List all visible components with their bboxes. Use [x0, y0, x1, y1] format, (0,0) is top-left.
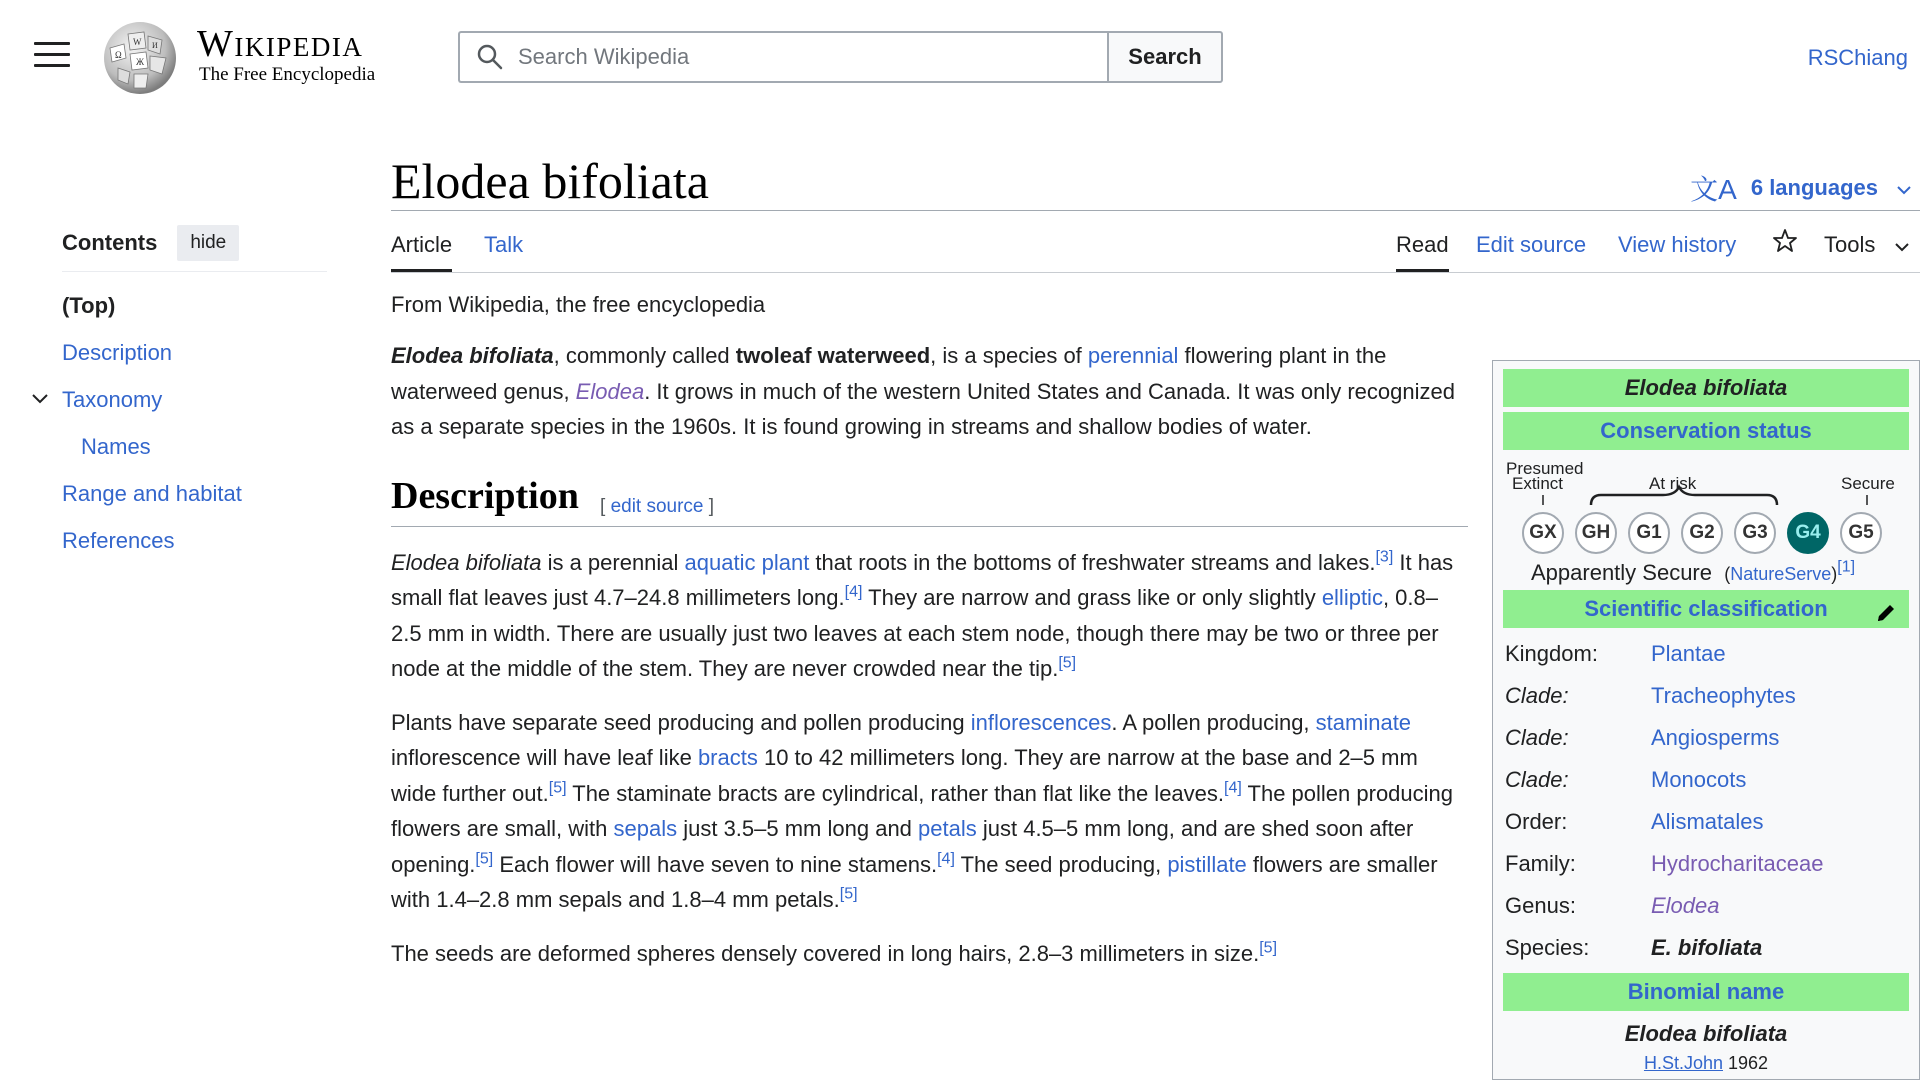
row-value-link[interactable]: Tracheophytes — [1651, 683, 1796, 708]
ref-5[interactable]: [5] — [839, 885, 858, 903]
row-key: Clade: — [1505, 725, 1569, 750]
link-sepals[interactable]: sepals — [613, 816, 678, 841]
secure-label: Secure — [1841, 474, 1895, 493]
menu-bar — [34, 53, 70, 56]
status-value: Apparently Secure — [1531, 560, 1712, 585]
author-link[interactable]: H.St.John — [1643, 1053, 1723, 1073]
conservation-status-link[interactable]: Conservation status — [1600, 418, 1812, 443]
description-paragraph-2 — [391, 705, 1468, 918]
description-paragraph-1 — [391, 545, 1468, 687]
classification-row-genus — [1503, 885, 1909, 927]
site-tagline: From Wikipedia, the free encyclopedia — [391, 292, 766, 317]
tabs-divider — [391, 272, 1920, 273]
status-gx: GX — [1522, 512, 1564, 554]
text: . A pollen producing, — [1111, 709, 1316, 735]
edit-source-link[interactable]: edit source — [610, 495, 704, 517]
tab-article[interactable]: Article — [391, 232, 452, 272]
row-key: Family: — [1505, 851, 1576, 876]
taxobox — [1492, 360, 1920, 1080]
species-name: Elodea bifoliata — [391, 549, 542, 575]
text: The pollen producing flowers are small, with — [391, 780, 1454, 841]
status-g3: G3 — [1734, 512, 1776, 554]
row-key: Kingdom: — [1505, 641, 1598, 666]
scientific-classification-link[interactable]: Scientific classification — [1584, 596, 1828, 621]
wikipedia-tagline: The Free Encyclopedia — [199, 64, 376, 85]
text: , 0.8–2.5 mm in width. There are usually just two leaves at each stem node, though there may be two or three per node at the middle of the stem. They are never crowded near the tip. — [391, 585, 1439, 681]
toc-item-top[interactable]: (Top) — [62, 293, 116, 318]
ref-5[interactable]: [5] — [1259, 939, 1278, 957]
toc-item-description[interactable]: Description — [62, 340, 173, 365]
ref-3[interactable]: [3] — [1375, 548, 1394, 566]
row-value-link[interactable]: Monocots — [1651, 767, 1747, 792]
wikipedia-globe-icon[interactable] — [100, 18, 180, 96]
description-paragraph-3 — [391, 936, 1466, 972]
user-link[interactable]: RSChiang — [1807, 45, 1908, 70]
watch-star-icon[interactable] — [1772, 228, 1798, 268]
row-value: E. bifoliata — [1651, 935, 1763, 960]
text: . It grows in much of the western United States and Canada. It was only recognized as a separate species in the 1960s. It is found growing in streams and shallow bodies of water. — [391, 378, 1455, 439]
row-value-link[interactable]: Elodea — [1651, 893, 1720, 918]
row-key: Genus: — [1505, 893, 1576, 918]
classification-row-clade — [1503, 675, 1909, 717]
toc-hide-button[interactable]: hide — [177, 225, 239, 261]
link-elodea[interactable]: Elodea — [575, 378, 645, 404]
section-heading-description — [391, 471, 1468, 527]
ref-5[interactable]: [5] — [548, 779, 567, 797]
menu-bar — [34, 64, 70, 67]
toc-header — [62, 224, 327, 262]
toc-item-taxonomy[interactable]: Taxonomy — [62, 387, 163, 412]
search-icon — [476, 43, 504, 71]
toc-item-range-and-habitat[interactable]: Range and habitat — [62, 481, 242, 506]
search-button[interactable]: Search — [1107, 31, 1223, 83]
link-pistillate[interactable]: pistillate — [1167, 851, 1247, 877]
intro-paragraph — [391, 338, 1466, 445]
classification-row-clade — [1503, 759, 1909, 801]
row-value-link[interactable]: Angiosperms — [1651, 725, 1780, 750]
translate-icon: 文A — [1690, 174, 1737, 205]
toc-item-taxonomy-row — [62, 376, 327, 423]
ref-4[interactable]: [4] — [1224, 779, 1242, 797]
text: just 3.5–5 mm long and — [677, 816, 919, 841]
toc-title: Contents — [62, 230, 158, 255]
link-inflorescences[interactable]: inflorescences — [970, 709, 1112, 735]
menu-bar — [34, 42, 70, 45]
status-gh: GH — [1575, 512, 1617, 554]
svg-text:И: И — [152, 41, 158, 50]
extinct-label: Extinct — [1512, 474, 1564, 493]
search-input[interactable] — [518, 44, 1078, 70]
binomial-name-link[interactable]: Binomial name — [1627, 979, 1785, 1004]
paren-close: ) — [1831, 564, 1838, 584]
svg-text:W: W — [133, 37, 142, 47]
toc-item-references[interactable]: References — [62, 528, 175, 553]
text: , is a species of — [930, 343, 1088, 368]
presumed-label: Presumed — [1506, 459, 1584, 478]
status-g1: G1 — [1628, 512, 1670, 554]
text: is a perennial — [541, 549, 685, 575]
classification-row-species — [1503, 927, 1909, 969]
text: Each flower will have seven to nine stamens. — [493, 851, 938, 877]
link-bracts[interactable]: bracts — [697, 745, 758, 770]
link-perennial[interactable]: perennial — [1087, 343, 1179, 368]
conservation-status-chart — [1503, 455, 1909, 590]
text: , commonly called — [553, 343, 736, 368]
row-value-link[interactable]: Hydrocharitaceae — [1651, 851, 1824, 876]
ref-1[interactable]: [1] — [1837, 558, 1856, 576]
text: flowers are smaller with 1.4–2.8 mm sepals and 1.8–4 mm petals. — [391, 851, 1438, 912]
row-key: Clade: — [1505, 683, 1569, 708]
chevron-down-icon[interactable] — [31, 376, 49, 423]
page-title: Elodea bifoliata — [391, 153, 709, 209]
toc-divider — [62, 271, 327, 272]
main-menu-button[interactable] — [34, 42, 70, 72]
tab-edit-source[interactable]: Edit source — [1476, 232, 1587, 257]
tools-label: Tools — [1824, 232, 1876, 257]
authority-year: 1962 — [1723, 1053, 1769, 1073]
site-header — [0, 0, 1920, 115]
row-value-link[interactable]: Plantae — [1651, 641, 1726, 666]
text: flowering plant in the waterweed genus, — [391, 343, 1387, 404]
toc-item-names[interactable]: Names — [81, 434, 151, 459]
table-of-contents — [62, 224, 327, 564]
text: The seeds are deformed spheres densely covered in long hairs, 2.8–3 millimeters in size. — [391, 940, 1260, 966]
text: The seed producing, — [954, 851, 1168, 877]
article-content — [391, 290, 1466, 971]
chevron-down-icon — [1896, 175, 1912, 201]
edit-section-wrapper: [ edit source ] — [600, 495, 715, 517]
wikipedia-wordmark[interactable]: Wikipedia — [197, 23, 364, 65]
ref-5[interactable]: [5] — [475, 850, 494, 868]
ref-4[interactable]: [4] — [844, 583, 863, 601]
binomial-name: Elodea bifoliata — [1624, 1021, 1788, 1046]
description-heading: Description — [391, 474, 579, 517]
chevron-down-icon — [1895, 232, 1909, 257]
conservation-status-text — [1531, 560, 1855, 586]
classification-row-clade — [1503, 717, 1909, 759]
text: They are narrow and grass like or only slightly — [862, 585, 1322, 610]
link-petals[interactable]: petals — [918, 816, 977, 841]
languages-label: 6 languages — [1750, 175, 1878, 200]
tab-read[interactable]: Read — [1396, 232, 1449, 272]
classification-row-family — [1503, 843, 1909, 885]
text: inflorescence will have leaf like — [391, 745, 698, 770]
ref-5[interactable]: [5] — [1058, 654, 1077, 672]
tab-talk[interactable]: Talk — [484, 232, 524, 257]
status-g5: G5 — [1840, 512, 1882, 554]
row-value-link[interactable]: Alismatales — [1651, 809, 1764, 834]
status-source — [1724, 564, 1837, 584]
conservation-status-heading — [1503, 412, 1909, 450]
svg-text:Ж: Ж — [136, 57, 145, 67]
svg-text:Ω: Ω — [115, 50, 122, 60]
infobox-title: Elodea bifoliata — [1503, 369, 1909, 407]
text: Plants have separate seed producing and pollen producing — [391, 709, 971, 735]
ref-4[interactable]: [4] — [937, 850, 955, 868]
tools-menu[interactable] — [1824, 232, 1909, 272]
row-key: Order: — [1505, 809, 1568, 834]
row-key: Species: — [1505, 935, 1590, 960]
text: just 4.5–5 mm long, and are shed soon after opening. — [391, 816, 1414, 877]
text: The staminate bracts are cylindrical, rather than flat like the leaves. — [566, 780, 1225, 806]
search-box[interactable] — [458, 31, 1108, 83]
paren-open: ( — [1724, 564, 1731, 584]
scientific-classification-heading — [1503, 590, 1909, 628]
binomial-authority — [1503, 1053, 1909, 1074]
at-risk-label: At risk — [1649, 474, 1697, 493]
row-key: Clade: — [1505, 767, 1569, 792]
text: It has small flat leaves just 4.7–24.8 millimeters long. — [391, 549, 1454, 610]
text: that roots in the bottoms of freshwater streams and lakes. — [809, 549, 1376, 575]
pencil-edit-icon[interactable] — [1875, 598, 1897, 636]
title-divider — [391, 210, 1920, 211]
classification-row-kingdom — [1503, 633, 1909, 675]
status-g2: G2 — [1681, 512, 1723, 554]
link-aquatic-plant[interactable]: aquatic plant — [684, 549, 810, 575]
link-staminate[interactable]: staminate — [1315, 709, 1412, 735]
text: 10 to 42 millimeters long. They are narrow at the base and 2–5 mm wide further out. — [391, 745, 1418, 806]
common-name: twoleaf waterweed — [735, 343, 931, 368]
natureserve-link[interactable]: NatureServe — [1730, 564, 1832, 584]
tab-view-history[interactable]: View history — [1618, 232, 1737, 257]
classification-row-order — [1503, 801, 1909, 843]
binomial-name-heading — [1503, 973, 1909, 1011]
species-name: Elodea bifoliata — [391, 343, 554, 368]
status-g4-selected: G4 — [1787, 512, 1829, 554]
link-elliptic[interactable]: elliptic — [1321, 585, 1383, 610]
languages-button[interactable] — [1690, 168, 1912, 208]
